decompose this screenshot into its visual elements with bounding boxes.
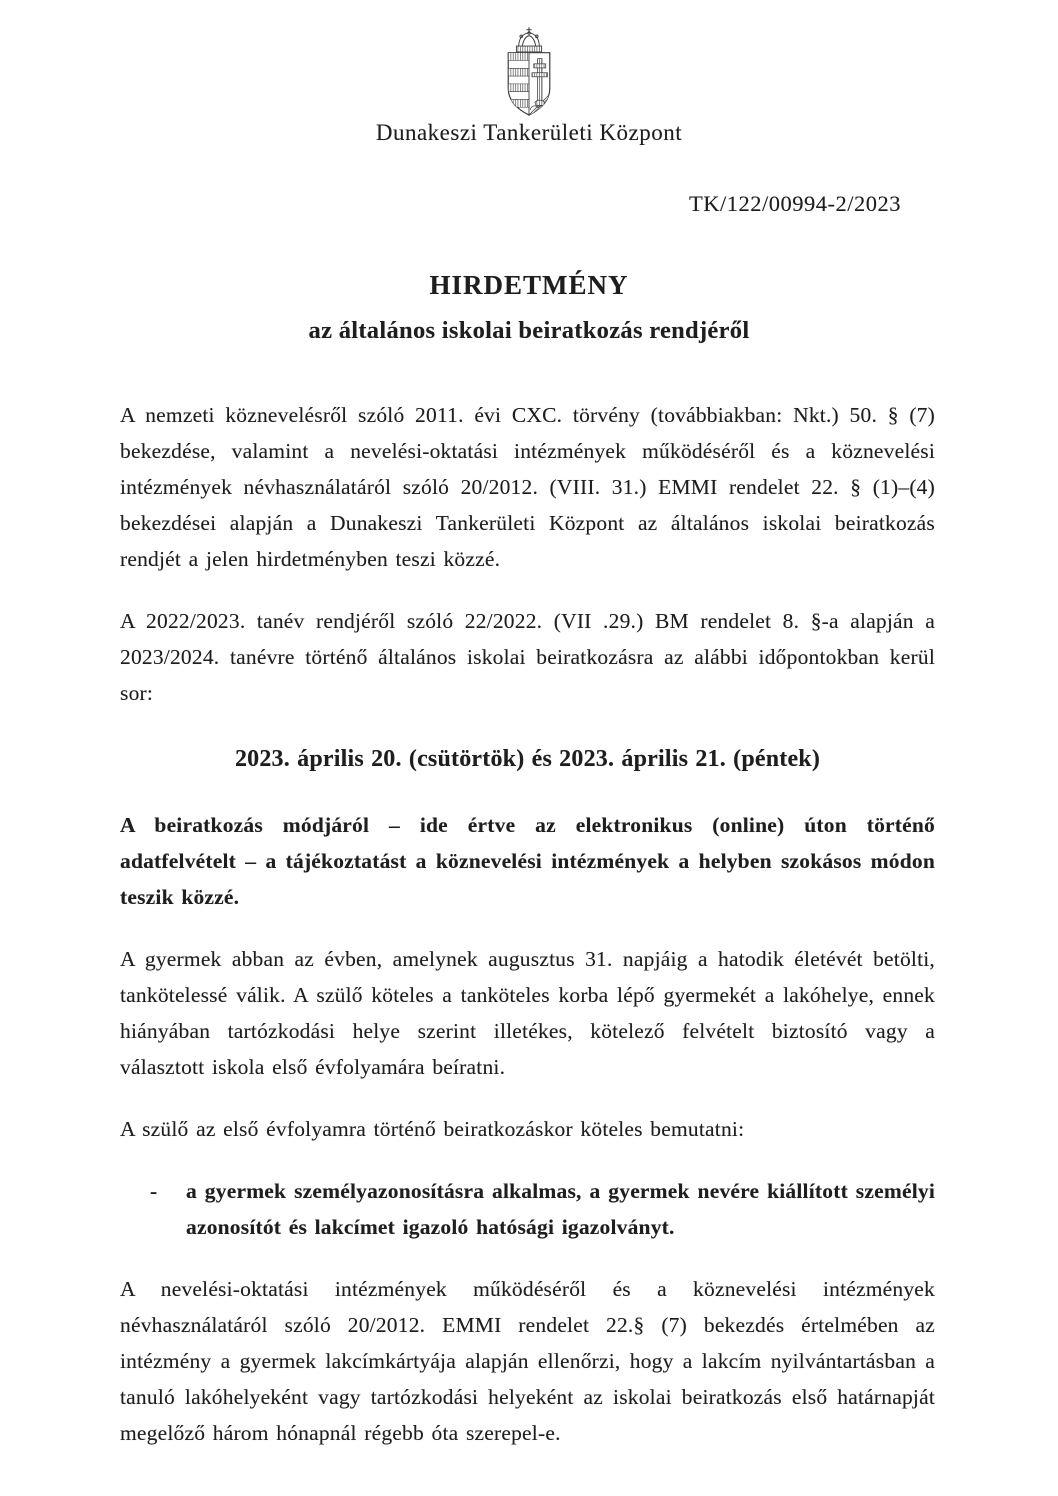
hungarian-coat-of-arms-icon: [493, 26, 565, 118]
paragraph-schedule-intro: A 2022/2023. tanév rendjéről szóló 22/2022. (VII .29.) BM rendelet 8. §-a alapján a 2023/2024. tanévre történő általános iskolai beiratkozásra az alábbi időpontokban kerül sor:: [120, 609, 935, 705]
document-body: [120, 397, 935, 1451]
paragraph-school-age-rule: A gyermek abban az évben, amelynek augusztus 31. napjáig a hatodik életévét betölti, tankötelessé válik. A szülő köteles a tanköteles korba lépő gyermekét a lakóhelye, ennek hiányában tartózkodási helye szerint illetékes, kötelező felvételt biztosító vagy a választott iskola első évfolyamára beíratni.: [120, 947, 935, 1079]
letterhead: [0, 0, 1058, 148]
document-title: HIRDETMÉNY: [429, 270, 629, 300]
reference-number: TK/122/00994-2/2023: [689, 191, 901, 216]
document-subtitle: az általános iskolai beiratkozás rendjéről: [308, 317, 750, 344]
paragraph-legal-basis: A nemzeti köznevelésről szóló 2011. évi CXC. törvény (továbbiakban: Nkt.) 50. § (7) bekezdése, valamint a nevelési-oktatási intézmények működéséről és a köznevelési intézmények névhasználatáról szóló 20/2012. (VIII. 31.) EMMI rendelet 22. § (1)–(4) bekezdései alapján a Dunakeszi Tankerületi Központ az általános iskolai beiratkozás rendjét a jelen hirdetményben teszi közzé.: [120, 403, 935, 571]
list-item-text: a gyermek személyazonosításra alkalmas, a gyermek nevére kiállított személyi azonosítót és lakcímet igazoló hatósági igazolványt.: [186, 1179, 935, 1239]
enrollment-dates: 2023. április 20. (csütörtök) és 2023. április 21. (péntek): [234, 746, 821, 772]
organization-name: Dunakeszi Tankerületi Központ: [375, 120, 683, 145]
bullet-dash: -: [150, 1179, 158, 1203]
paragraph-enrollment-method: A beiratkozás módjáról – ide értve az elektronikus (online) úton történő adatfelvételt – a tájékoztatást a köznevelési intézmények a helyben szokásos módon teszik közzé.: [120, 813, 935, 909]
list-item-required-document: [150, 1173, 935, 1245]
paragraph-address-verification: A nevelési-oktatási intézmények működéséről és a köznevelési intézmények névhasználatáról szóló 20/2012. EMMI rendelet 22.§ (7) bekezdés értelmében az intézmény a gyermek lakcímkártyája alapján ellenőrzi, hogy a lakcím nyilvántartásban a tanuló lakóhelyeként vagy tartózkodási helyeként az iskolai beiratkozás első határnapját megelőző három hónapnál régebb óta szerepel-e.: [120, 1277, 935, 1445]
paragraph-required-documents-intro: A szülő az első évfolyamra történő beiratkozáskor köteles bemutatni:: [120, 1117, 745, 1141]
